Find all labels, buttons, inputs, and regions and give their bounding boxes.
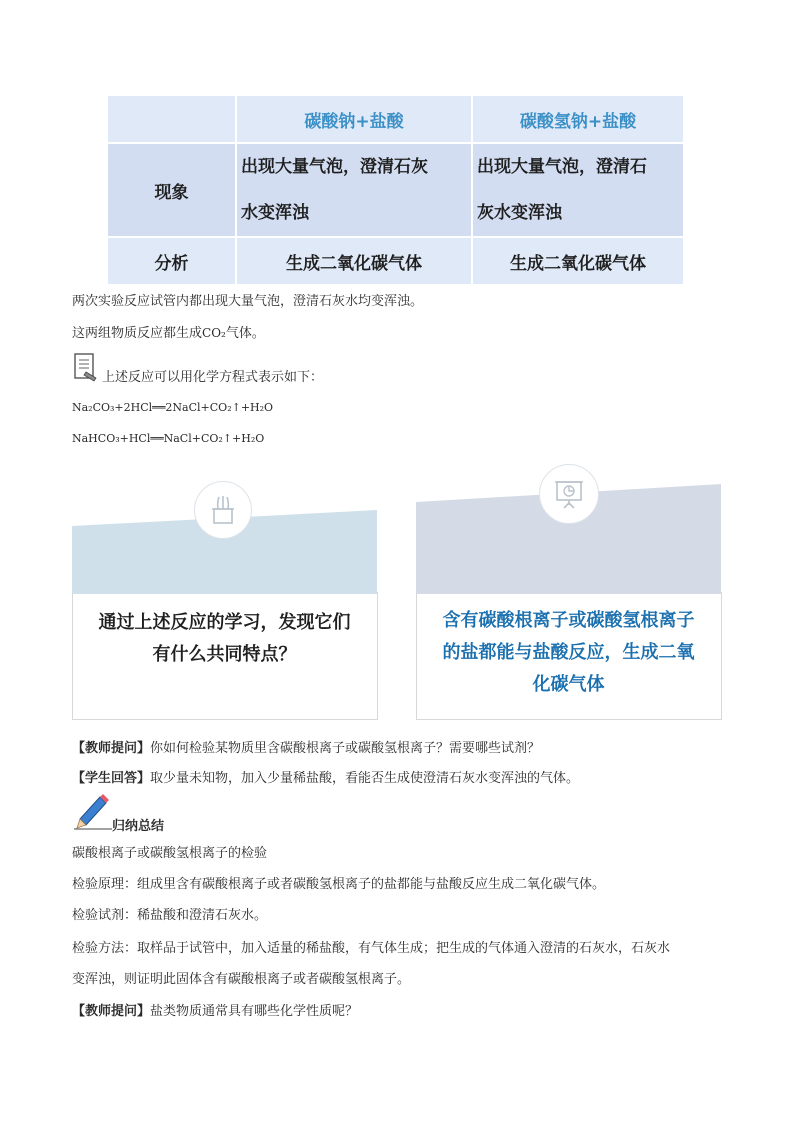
cell-line: 水变浑浊	[241, 203, 309, 223]
plant-icon	[194, 481, 252, 539]
student-tag: 【学生回答】	[72, 771, 151, 786]
summary-principle: 检验原理：组成里含有碳酸根离子或者碳酸氢根离子的盐都能与盐酸反应生成二氧化碳气体。	[72, 877, 606, 892]
final-question-text: 盐类物质通常具有哪些化学性质呢？	[150, 1004, 359, 1019]
row-label-phenomenon: 现象	[108, 143, 236, 237]
card-line: 的盐都能与盐酸反应，生成二氧	[442, 642, 695, 663]
summary-heading: 归纳总结	[112, 819, 165, 834]
summary-title: 碳酸根离子或碳酸氢根离子的检验	[72, 846, 268, 861]
cell-phenomenon-carbonate	[236, 143, 472, 237]
card-line: 通过上述反应的学习，发现它们	[98, 612, 351, 633]
teacher-tag: 【教师提问】	[72, 1004, 151, 1019]
answer-card-text	[416, 605, 721, 701]
summary-method-line2: 变浑浊，则证明此固体含有碳酸根离子或者碳酸氢根离子。	[72, 972, 411, 987]
header-sodium-carbonate: 碳酸钠+盐酸	[236, 96, 472, 143]
final-teacher-question	[72, 1003, 358, 1021]
question-card-text	[72, 607, 377, 671]
teacher-tag: 【教师提问】	[72, 741, 151, 756]
student-answer-text: 取少量未知物，加入少量稀盐酸，看能否生成使澄清石灰水变浑浊的气体。	[150, 771, 580, 786]
comparison-table	[108, 96, 685, 286]
paragraph-conclusion	[72, 324, 265, 343]
notebook-icon	[72, 352, 98, 382]
text-segment: 这两组物质反应都生成	[72, 326, 203, 341]
cell-analysis-bicarbonate: 生成二氧化碳气体	[472, 237, 684, 285]
cell-phenomenon-bicarbonate	[472, 143, 684, 237]
paragraph-observation: 两次实验反应试管内都出现大量气泡，澄清石灰水均变浑浊。	[72, 294, 424, 309]
row-label-analysis: 分析	[108, 237, 236, 285]
cell-analysis-carbonate: 生成二氧化碳气体	[236, 237, 472, 285]
table-header-row	[108, 96, 684, 143]
cell-line: 出现大量气泡，澄清石	[477, 157, 647, 177]
cell-line: 出现大量气泡，澄清石灰	[241, 157, 428, 177]
header-cell-empty	[108, 96, 236, 143]
header-sodium-bicarbonate: 碳酸氢钠+盐酸	[472, 96, 684, 143]
card-line: 化碳气体	[532, 674, 605, 695]
card-line: 有什么共同特点？	[152, 644, 297, 665]
teacher-question	[72, 740, 540, 758]
card-line: 含有碳酸根离子或碳酸氢根离子	[442, 610, 695, 631]
equation-sodium-bicarbonate: NaHCO₃+HCl══NaCl+CO₂↑+H₂O	[72, 432, 265, 445]
student-answer	[72, 770, 579, 788]
table-row-phenomenon	[108, 143, 684, 237]
cell-line: 灰水变浑浊	[477, 203, 562, 223]
text-segment: 气体。	[225, 326, 265, 341]
equation-sodium-carbonate: Na₂CO₃+2HCl══2NaCl+CO₂↑+H₂O	[72, 401, 274, 414]
presentation-icon	[539, 464, 599, 524]
summary-reagents: 检验试剂：稀盐酸和澄清石灰水。	[72, 908, 268, 923]
paragraph-equation-intro: 上述反应可以用化学方程式表示如下：	[102, 370, 324, 385]
co2-formula: CO₂	[202, 326, 226, 340]
table-row-analysis	[108, 237, 684, 285]
summary-method-line1: 检验方法：取样品于试管中，加入适量的稀盐酸，有气体生成；把生成的气体通入澄清的石灰水，石灰水	[72, 941, 671, 956]
teacher-question-text: 你如何检验某物质里含碳酸根离子或碳酸氢根离子？需要哪些试剂？	[150, 741, 541, 756]
pencil-icon	[72, 793, 112, 831]
